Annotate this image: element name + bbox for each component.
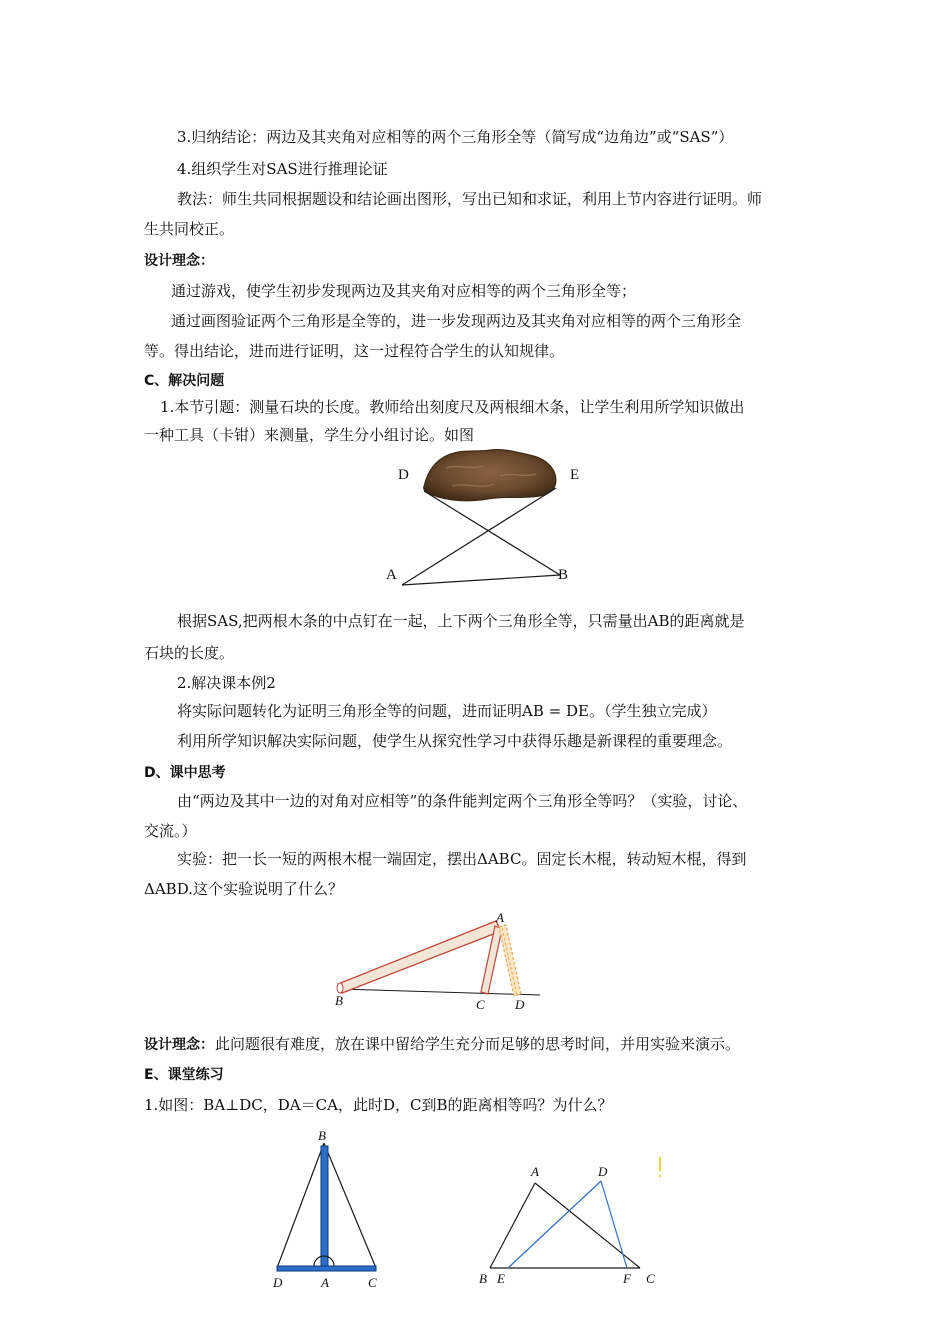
section-heading: D、课中思考 <box>144 765 226 781</box>
point-label-C: C <box>646 1271 655 1286</box>
text-line: 2.解决课本例2 <box>177 674 276 692</box>
point-label-D: D <box>398 467 409 483</box>
text-line: 交流。） <box>144 822 197 840</box>
text-line: 通过画图验证两个三角形是全等的，进一步发现两边及其夹角对应相等的两个三角形全 <box>171 312 742 330</box>
text-line: 石块的长度。 <box>144 644 235 662</box>
point-label-A: A <box>531 1164 539 1179</box>
section-heading: 设计理念： <box>144 253 214 269</box>
text-line: 1.本节引题：测量石块的长度。教师给出刻度尺及两根细木条，让学生利用所学知识做出 <box>160 398 745 416</box>
point-label-D: D <box>515 997 525 1012</box>
point-label-C: C <box>368 1275 377 1290</box>
text-line: 利用所学知识解决实际问题，使学生从探究性学习中获得乐趣是新课程的重要理念。 <box>177 732 733 750</box>
text-line: 教法：师生共同根据题设和结论画出图形，写出已知和求证，利用上节内容进行证明。师 <box>177 190 763 208</box>
text-line: 通过游戏，使学生初步发现两边及其夹角对应相等的两个三角形全等； <box>171 282 637 300</box>
text-line: 3.归纳结论：两边及其夹角对应相等的两个三角形全等（简写成“边角边”或“SAS”） <box>177 128 734 146</box>
section-heading: E、课堂练习 <box>144 1067 224 1083</box>
text-line: 1.如图：BA⊥DC，DA＝CA，此时D，C到B的距离相等吗？为什么？ <box>144 1096 613 1114</box>
text-line: 一种工具（卡钳）来测量，学生分小组讨论。如图 <box>144 426 475 444</box>
text-line: 根据SAS,把两根木条的中点钉在一起，上下两个三角形全等，只需量出AB的距离就是 <box>177 612 745 630</box>
point-label-D: D <box>273 1275 283 1290</box>
text-line: 4.组织学生对SAS进行推理论证 <box>177 160 388 178</box>
text-line: 等。得出结论，进而进行证明，这一过程符合学生的认知规律。 <box>144 342 565 360</box>
point-label-A: A <box>386 567 397 583</box>
text-line: 实验：把一长一短的两根木棍一端固定，摆出ΔABC。固定长木棍，转动短木棍，得到 <box>177 850 747 868</box>
point-label-A: A <box>496 910 504 925</box>
point-label-A: A <box>321 1275 329 1290</box>
text-line: ΔABD.这个实验说明了什么？ <box>144 880 343 898</box>
text-line: 将实际问题转化为证明三角形全等的问题，进而证明AB = DE。（学生独立完成） <box>177 702 717 720</box>
text-line: 此问题很有难度，放在课中留给学生充分而足够的思考时间，并用实验来演示。 <box>215 1035 741 1053</box>
point-label-C: C <box>476 997 485 1012</box>
point-label-F: F <box>623 1271 631 1286</box>
point-label-E: E <box>570 467 580 483</box>
point-label-B: B <box>558 567 569 583</box>
point-label-B: B <box>335 993 343 1008</box>
text-line: 生共同校正。 <box>144 220 235 238</box>
section-heading: C、解决问题 <box>144 373 225 389</box>
point-label-B: B <box>479 1271 487 1286</box>
point-label-B: B <box>318 1128 326 1143</box>
point-label-E: E <box>497 1271 505 1286</box>
section-heading: 设计理念： <box>144 1037 214 1053</box>
text-line: 由“两边及其中一边的对角对应相等”的条件能判定两个三角形全等吗？（实验，讨论、 <box>177 792 748 810</box>
point-label-D: D <box>598 1164 608 1179</box>
